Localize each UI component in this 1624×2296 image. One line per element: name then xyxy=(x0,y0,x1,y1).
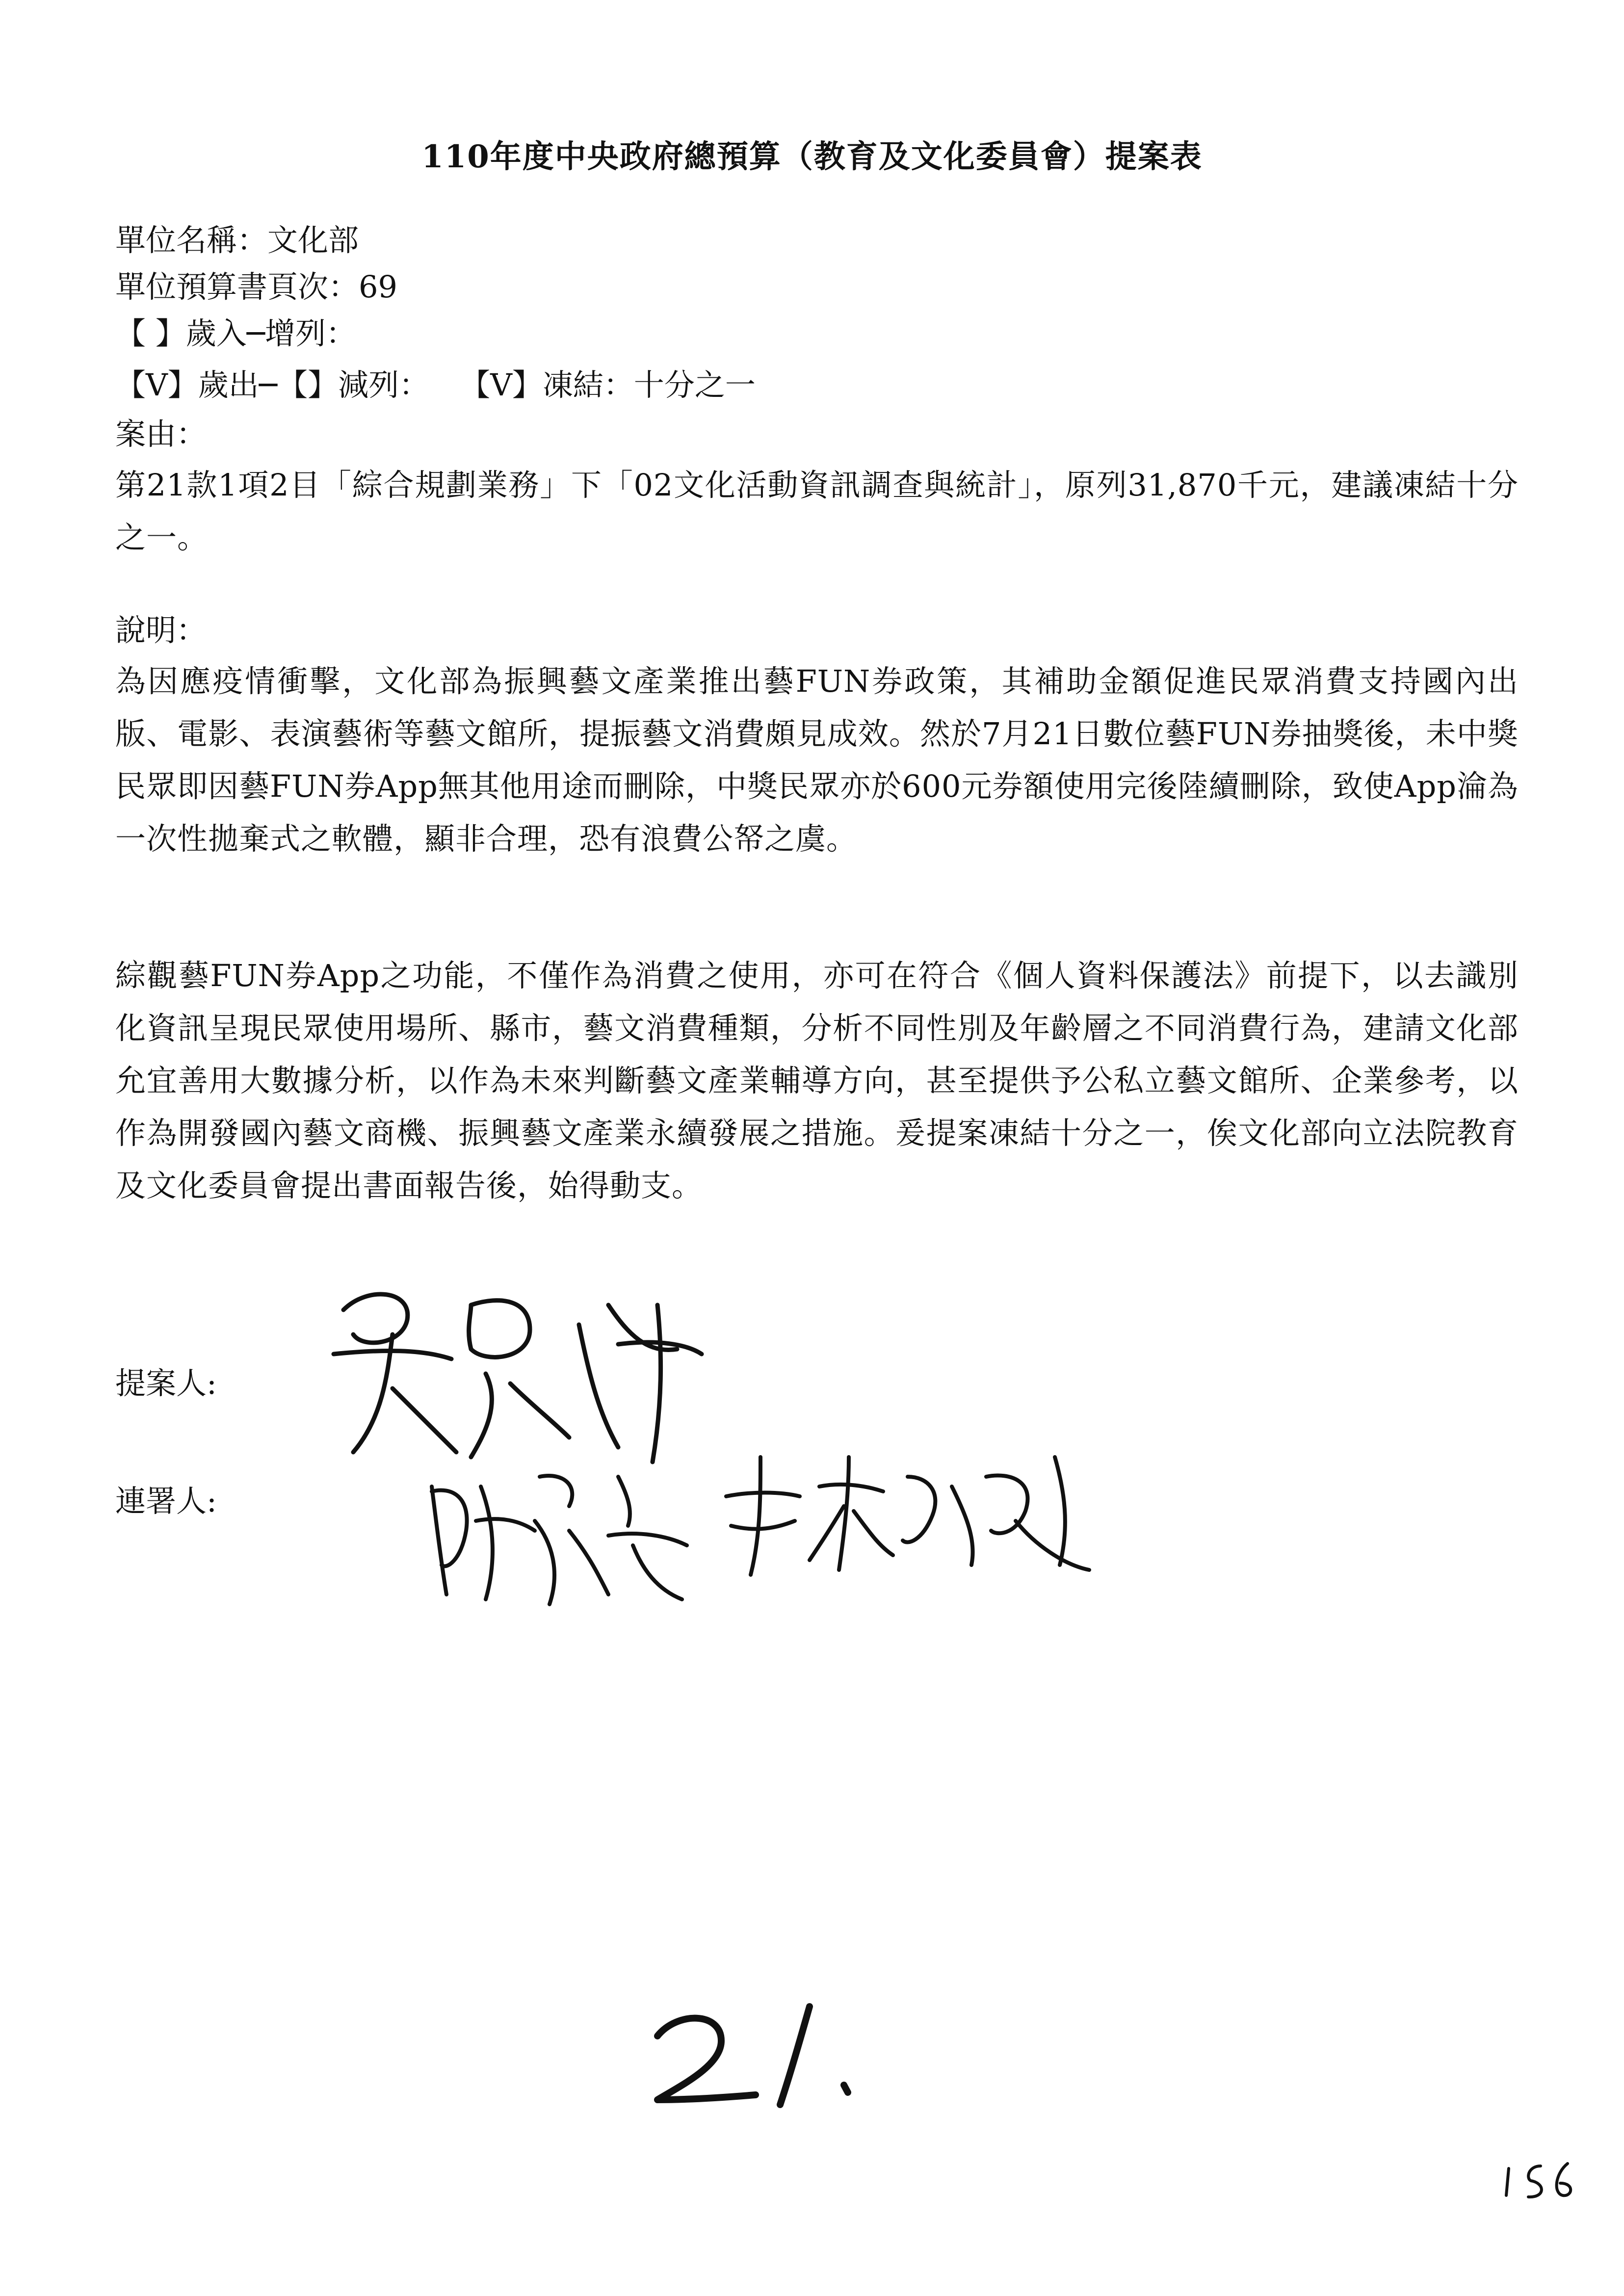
handwritten-number xyxy=(648,2002,864,2116)
cosigner-label: 連署人: xyxy=(115,1483,217,1519)
explanation-paragraph-2: 綜觀藝FUN券App之功能，不僅作為消費之使用，亦可在符合《個人資料保護法》前提下，以去識別化資訊呈現民眾使用場所、縣市，藝文消費種類，分析不同性別及年齡層之不同消費行為，建請文化部允宜善用大數據分析，以作為未來判斷藝文產業輔導方向，甚至提供予公私立藝文館所、企業參考，以作為開發國內藝文商機、振興藝文產業永續發展之措施。爰提案凍結十分之一，俟文化部向立法院教育及文化委員會提出書面報告後，始得動支。 xyxy=(115,958,1519,1203)
cosigner-signature-2 xyxy=(721,1447,1094,1587)
budget-page: 單位預算書頁次：69 xyxy=(115,269,397,305)
expenditure-line: 【V】歲出─【】減列： 【V】凍結：十分之一 xyxy=(115,367,756,403)
proposer-signature xyxy=(324,1276,707,1484)
document-title: 110年度中央政府總預算（教育及文化委員會）提案表 xyxy=(421,138,1203,175)
unit-name: 單位名稱：文化部 xyxy=(115,222,359,258)
page-number xyxy=(1501,2159,1580,2205)
proposer-label: 提案人: xyxy=(115,1365,217,1401)
case-reason-text: 第21款1項2目「綜合規劃業務」下「02文化活動資訊調查與統計」，原列31,870千元，建議凍結十分之一。 xyxy=(115,467,1519,555)
case-reason-label: 案由： xyxy=(115,416,207,452)
explanation-label: 說明： xyxy=(115,612,207,648)
revenue-line: 【 】歲入─增列： xyxy=(115,315,357,351)
explanation-paragraph-1: 為因應疫情衝擊，文化部為振興藝文產業推出藝FUN券政策，其補助金額促進民眾消費支持國內出版、電影、表演藝術等藝文館所，提振藝文消費頗見成效。然於7月21日數位藝FUN券抽獎後，未中獎民眾即因藝FUN券App無其他用途而刪除，中獎民眾亦於600元券額使用完後陸續刪除，致使App淪為一次性拋棄式之軟體，顯非合理，恐有浪費公帑之虞。 xyxy=(115,663,1519,857)
cosigner-signature-1 xyxy=(422,1457,697,1616)
